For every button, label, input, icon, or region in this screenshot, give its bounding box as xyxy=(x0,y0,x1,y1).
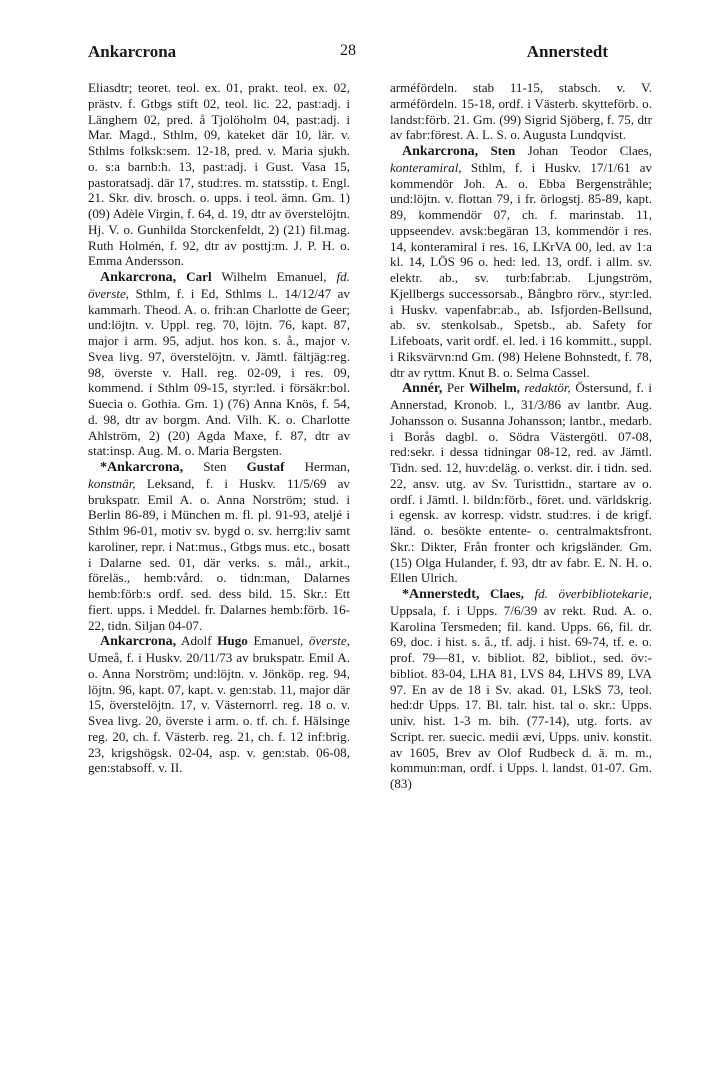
biography-entry xyxy=(390,380,652,586)
entry-surname: Ankarcrona, xyxy=(100,634,177,650)
entry-continuation: Eliasdtr; teoret. teol. ex. 01, prakt. teol. ex. 02, prästv. f. Gtbgs stift 02, teol. lic. 22, past:adj. i Länghem 02, pred. å Tjolöholm 04, past:adj. i Mar. Magd., Sthlm, 09, kateket där 10, lär. v. Sthlms folksk:sem. 12-18, pred. v. Maria sjukh. o. s:a barnb:h. 13, past:adj. i Gust. Vasa 15, pastoratsadj. där 17, stud:res. m. statsstip. t. Engl. 21. Skr. div. brosch. o. upps. i teol. ämn. Gm. 1) (09) Adèle Virgin, f. 64, d. 19, dtr av överstelöjtn. Hj. V. o. Gunhilda Storckenfeldt, 2) (21) fil.mag. Ruth Holmén, f. 92, dtr av posttj:m. J. P. H. o. Emma Andersson. xyxy=(88,80,350,269)
biography-entry xyxy=(390,143,652,380)
biography-entry xyxy=(88,459,350,633)
entry-given-bold: Claes, xyxy=(490,586,524,601)
left-column xyxy=(88,80,350,776)
entry-text: Leksand, f. i Huskv. 11/5/69 av brukspatr. Emil A. o. Anna Norström; stud. i Berlin 86-89, i München m. fl. pl. 91-93, ateljé i Sthlm 96-01, motiv sv. bygd o. sv. herrg:liv samt karoliner, repr. i Nat:mus., Gtbgs mus. etc., bosatt i Dalarne sed. 01, där verks. s. mål., arkit., föreläs., hemb:vård. o. tidn:man, Dalarnes hemb:förb:s ordf. sed. dess bild. 15. Skr.: Ett fiert. upps. i Meddel. fr. Dalarnes hemb:förb. 16-22, tidn. Siljan 04-07. xyxy=(88,475,350,633)
header-right-name: Annerstedt xyxy=(526,42,608,61)
entry-given-bold: Gustaf xyxy=(246,459,285,474)
entry-surname: Annér, xyxy=(402,381,443,397)
biography-entry xyxy=(88,633,350,776)
entry-given-bold: Sten xyxy=(490,143,516,158)
entry-title: fd. överste, xyxy=(88,269,350,301)
entry-given-post: Herman, xyxy=(304,459,351,474)
entry-title: konstnär, xyxy=(88,475,136,491)
biography-entry xyxy=(88,269,350,459)
entry-surname: Ankarcrona, xyxy=(402,144,479,159)
entry-given-bold: Carl xyxy=(186,269,212,284)
entry-surname: Ankarcrona, xyxy=(100,270,177,285)
entry-continuation: arméfördeln. stab 11-15, stabsch. v. V. arméfördeln. 15-18, ordf. i Västerb. skytteförb. o. landst:förb. 21. Gm. (99) Sigrid Sjöberg, f. 75, dtr av fabr:förest. A. L. S. o. Augusta Lundqvist. xyxy=(390,80,652,143)
entry-surname: *Annerstedt, xyxy=(402,587,480,602)
entry-given-post: Wilhelm Emanuel, xyxy=(221,269,327,284)
entry-given-pre: Adolf xyxy=(181,633,212,649)
entry-given-bold: Hugo xyxy=(217,633,248,649)
entry-given-post: Johan Teodor Claes, xyxy=(527,143,652,158)
biography-entry xyxy=(390,586,652,792)
entry-title: överste, xyxy=(308,633,350,649)
entry-title: fd. överbibliotekarie, xyxy=(534,586,652,601)
entry-surname: *Ankarcrona, xyxy=(100,460,184,475)
entry-title: redaktör, xyxy=(524,380,571,396)
entry-text: Sthlm, f. i Ed, Sthlms l.. 14/12/47 av kammarh. Theod. A. o. frih:an Charlotte de Geer; und:löjtn. v. Uppl. reg. 70, löjtn. 76, kapt. 87, major i arm. 95, adjut. hos kon. s. å., major v. Svea livg. 97, överstelöjtn. v. Jämtl. fältjäg:reg. 98, överste v. Hall. reg. 02-09, i res. 09, kommend. i Sthlm 09-15, styr:led. i försäkr:bol. Suecia o. Gothia. Gm. 1) (76) Anna Knös, f. 54, d. 98, dtr av borgm. And. Vilh. K. o. Charlotte Ahlström, 2) (20) Agda Maxe, f. 87, dtr av stat:insp. Aug. M. o. Maria Bergsten. xyxy=(88,285,350,459)
entry-text: Uppsala, f. i Upps. 7/6/39 av rekt. Rud. A. o. Karolina Tersmeden; fil. kand. Upps. 66, fil. dr. 69, doc. i hist. s. å., tf. adj. i hist. 69-74, tf. e. o. prof. 79—81, v. bibliot. 82, bibliot., sed. öv:-bibliot. 83-04, LHA 81, LVS 84, LHVS 89, LVA 97. En av de 18 i Sv. akad. 01, LSkS 73, teol. hed:dr Upps. 17. Bl. talr. hist. tal o. skr.: Upps. univ. hist. 1-3 m. bih. (77-14), utg. forts. av Script. rer. suecic. medii ævi, Upps. univ. konstit. av 1605, Brev av Olof Rudbeck d. ä. m. m., kommun:man, ordf. i Upps. l. landst. 01-07. Gm. (83) xyxy=(390,602,652,791)
header-left-name: Ankarcrona xyxy=(88,42,177,61)
page-number: 28 xyxy=(340,42,356,59)
entry-given-pre: Per xyxy=(446,380,465,396)
entry-given-post: Emanuel, xyxy=(253,633,304,649)
entry-text: Umeå, f. i Huskv. 20/11/73 av brukspatr. Emil A. o. Anna Norström; und:löjtn. v. Jönköp. reg. 94, löjtn. 96, kapt. 07, kapt. v. gen:stab. 11, major där 15, överstelöjtn. 17, v. Västernorrl. reg. 18 o. v. Svea livg. 20, överste i arm. o. tf. ch. f. Hälsinge reg. 20, ch. f. Västerb. reg. 21, ch. f. 12 inf:brig. 23, krigshögsk. 02-04, asp. v. gen:stab. 06-08, gen:stabsoff. v. II. xyxy=(88,650,350,776)
entry-text: Östersund, f. i Annerstad, Kronob. l., 31/3/86 av lantbr. Aug. Johansson o. Susanna Johansson; lantbr., medarb. i Borås dagbl. o. Södra Västergötl. 07-08, red:sekr. i dessa tidningar 08-12, red. av Jämtl. Tidn. sed. 12, huv:deläg. o. verkst. dir. i tidn. sed. 22, ansv. utg. av Sv. Turisttidn., startare av o. ordf. i Jämtl. l. bildn:förb., föret. und. världskrig. i egensk. av korresp. vidstr. stud:res. i de krigf. länd. o. besökte entente- o. centralmaktsfront. Skr.: Dikter, Från fronter och krigsländer. Gm. (15) Olga Hulander, f. 93, dtr av fabr. E. N. H. o. Ellen Ulrich. xyxy=(390,380,652,586)
right-column xyxy=(390,80,652,792)
entry-text: Sthlm, f. i Huskv. 17/1/61 av kommendör Joh. A. o. Ebba Bergenstråhle; und:löjtn. v. flottan 79, i fr. örlogstj. 85-89, kapt. 89, kommendör 07, ch. f. marinstab. 11, uppseendev. avsk:begäran 13, kommendör i res. 14, konteramiral i res. 16, LKrVA 00, led. av 1:a kl. 14, LÖS 96 o. hed: led. 13, ordf. i allm. sv. elektr. ab., sv. turb:fabr:ab. Ljungström, Kjellbergs successorsab., Bångbro rörv., styr:led. i Huskv. vapenfabr:ab., ab. Isfjorden-Bellsund, ab. sv. stenkolsab., Spetsb., ab. Safety for Lifeboats, varit ordf. el. led. i 16 kommitt., suppl. i Riksvärvn:nd Gm. (98) Helene Bohnstedt, f. 78, dtr av ryttm. Knut B. o. Selma Cassel. xyxy=(390,159,653,380)
entry-given-bold: Wilhelm, xyxy=(468,380,520,396)
entry-given-pre: Sten xyxy=(203,459,227,474)
entry-title: konteramiral, xyxy=(390,159,462,175)
